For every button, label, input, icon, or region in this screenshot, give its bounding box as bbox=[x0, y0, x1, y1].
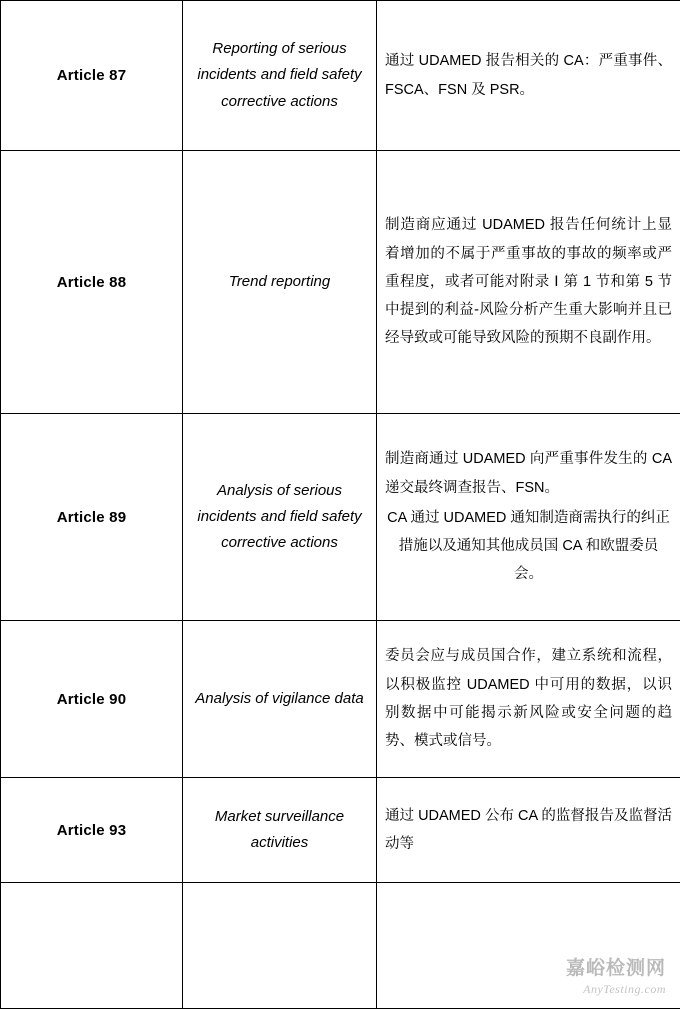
table-row bbox=[1, 1, 680, 151]
article-number-cell: Article 88 bbox=[1, 151, 183, 414]
article-title-cell: Trend reporting bbox=[183, 151, 377, 414]
article-content-cell bbox=[377, 778, 680, 883]
table-row bbox=[1, 414, 680, 621]
content-paragraph: 制造商应通过 UDAMED 报告任何统计上显着增加的不属于严重事故的事故的频率或严重程度，或者可能对附录 Ⅰ 第 1 节和第 5 节中提到的利益-风险分析产生重大影响并且已经导致或可能导致风险的预期不良副作用。 bbox=[385, 217, 672, 347]
watermark-sub-text: AnyTesting.com bbox=[583, 982, 666, 996]
article-number-cell: Article 87 bbox=[1, 1, 183, 151]
article-title-cell: Reporting of serious incidents and field safety corrective actions bbox=[183, 1, 377, 151]
article-number-cell: Article 90 bbox=[1, 621, 183, 778]
article-title-cell: Analysis of serious incidents and field safety corrective actions bbox=[183, 414, 377, 621]
article-number-cell bbox=[1, 883, 183, 1009]
table-row bbox=[1, 621, 680, 778]
article-content-cell bbox=[377, 414, 680, 621]
content-paragraph: 通过 UDAMED 报告相关的 CA：严重事件、FSCA、FSN 及 PSR。 bbox=[385, 53, 672, 98]
content-paragraph: CA 通过 UDAMED 通知制造商需执行的纠正措施以及通知其他成员国 CA 和欧盟委员会。 bbox=[387, 509, 670, 583]
content-paragraph: 委员会应与成员国合作，建立系统和流程，以积极监控 UDAMED 中可用的数据，以识别数据中可能揭示新风险或安全问题的趋势、模式或信号。 bbox=[385, 648, 672, 750]
article-content-cell bbox=[377, 151, 680, 414]
article-content-cell bbox=[377, 883, 680, 1009]
article-number-cell: Article 93 bbox=[1, 778, 183, 883]
table-row bbox=[1, 151, 680, 414]
table-row bbox=[1, 883, 680, 1009]
watermark-main-text: 嘉峪检测网 bbox=[565, 958, 666, 979]
article-title-cell bbox=[183, 883, 377, 1009]
content-paragraph: 制造商通过 UDAMED 向严重事件发生的 CA 递交最终调查报告、FSN。 bbox=[385, 451, 672, 496]
article-content-cell bbox=[377, 1, 680, 151]
content-paragraph: 通过 UDAMED 公布 CA 的监督报告及监督活动等 bbox=[385, 807, 672, 852]
article-content-cell bbox=[377, 621, 680, 778]
article-title-cell: Market surveillance activities bbox=[183, 778, 377, 883]
article-number-cell: Article 89 bbox=[1, 414, 183, 621]
article-title-cell: Analysis of vigilance data bbox=[183, 621, 377, 778]
table-row bbox=[1, 778, 680, 883]
